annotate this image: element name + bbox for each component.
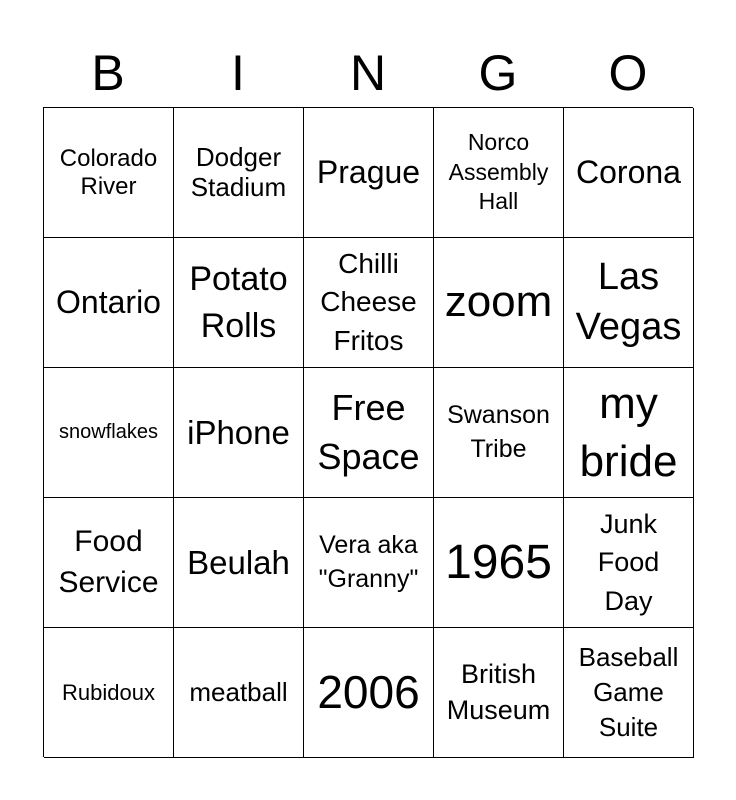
bingo-cell[interactable] bbox=[564, 628, 694, 758]
cell-text: snowflakes bbox=[59, 421, 158, 443]
cell-text: Food Service bbox=[58, 525, 159, 599]
cell-text: Colorado River bbox=[59, 144, 158, 200]
header-letter-b: B bbox=[91, 45, 125, 101]
bingo-cell[interactable] bbox=[174, 108, 304, 238]
cell-text: Prague bbox=[316, 154, 421, 191]
cell-text: Chilli Cheese Fritos bbox=[320, 247, 417, 356]
cell-text: Vera aka "Granny" bbox=[318, 531, 419, 593]
header-letter-n: N bbox=[349, 45, 387, 101]
cell-text: 1965 bbox=[445, 535, 552, 589]
cell-text: zoom bbox=[444, 277, 553, 327]
bingo-header bbox=[43, 38, 693, 108]
cell-text: Beulah bbox=[187, 543, 290, 581]
bingo-cell[interactable] bbox=[564, 238, 694, 368]
bingo-cell[interactable] bbox=[304, 108, 434, 238]
cell-text: Corona bbox=[576, 154, 681, 191]
bingo-cell[interactable] bbox=[174, 498, 304, 628]
cell-text: meatball bbox=[189, 676, 288, 707]
cell-text: iPhone bbox=[187, 413, 290, 451]
bingo-cell[interactable] bbox=[434, 238, 564, 368]
bingo-cell[interactable] bbox=[434, 628, 564, 758]
cell-text: Baseball Game Suite bbox=[578, 641, 679, 743]
cell-text: Norco Assembly Hall bbox=[448, 128, 549, 215]
bingo-cell[interactable] bbox=[304, 628, 434, 758]
bingo-cell[interactable] bbox=[434, 368, 564, 498]
bingo-cell[interactable] bbox=[44, 238, 174, 368]
bingo-cell[interactable] bbox=[564, 498, 694, 628]
cell-text: Ontario bbox=[56, 284, 161, 321]
header-letter-o: O bbox=[608, 45, 648, 101]
bingo-cell[interactable] bbox=[174, 628, 304, 758]
bingo-cell[interactable] bbox=[174, 238, 304, 368]
cell-text: Free Space bbox=[317, 386, 420, 477]
cell-text: Potato Rolls bbox=[189, 259, 288, 345]
cell-text: Swanson Tribe bbox=[447, 401, 550, 463]
cell-text: British Museum bbox=[446, 659, 551, 725]
bingo-cell[interactable] bbox=[564, 108, 694, 238]
bingo-cell[interactable] bbox=[304, 238, 434, 368]
cell-text: Las Vegas bbox=[575, 256, 682, 348]
cell-text: 2006 bbox=[317, 666, 420, 719]
bingo-cell[interactable] bbox=[174, 368, 304, 498]
bingo-cell[interactable] bbox=[44, 498, 174, 628]
bingo-grid bbox=[43, 107, 693, 757]
bingo-cell[interactable] bbox=[44, 368, 174, 498]
bingo-cell[interactable] bbox=[304, 368, 434, 498]
bingo-cell[interactable] bbox=[434, 108, 564, 238]
cell-text: Junk Food Day bbox=[597, 508, 660, 616]
header-letter-g: G bbox=[478, 45, 518, 101]
bingo-cell[interactable] bbox=[304, 498, 434, 628]
cell-text: my bride bbox=[579, 379, 678, 486]
bingo-cell[interactable] bbox=[44, 628, 174, 758]
cell-text: Dodger Stadium bbox=[190, 141, 287, 202]
bingo-cell[interactable] bbox=[434, 498, 564, 628]
bingo-cell[interactable] bbox=[44, 108, 174, 238]
header-letter-i: I bbox=[231, 45, 245, 101]
cell-text: Rubidoux bbox=[62, 679, 155, 705]
bingo-cell[interactable] bbox=[564, 368, 694, 498]
